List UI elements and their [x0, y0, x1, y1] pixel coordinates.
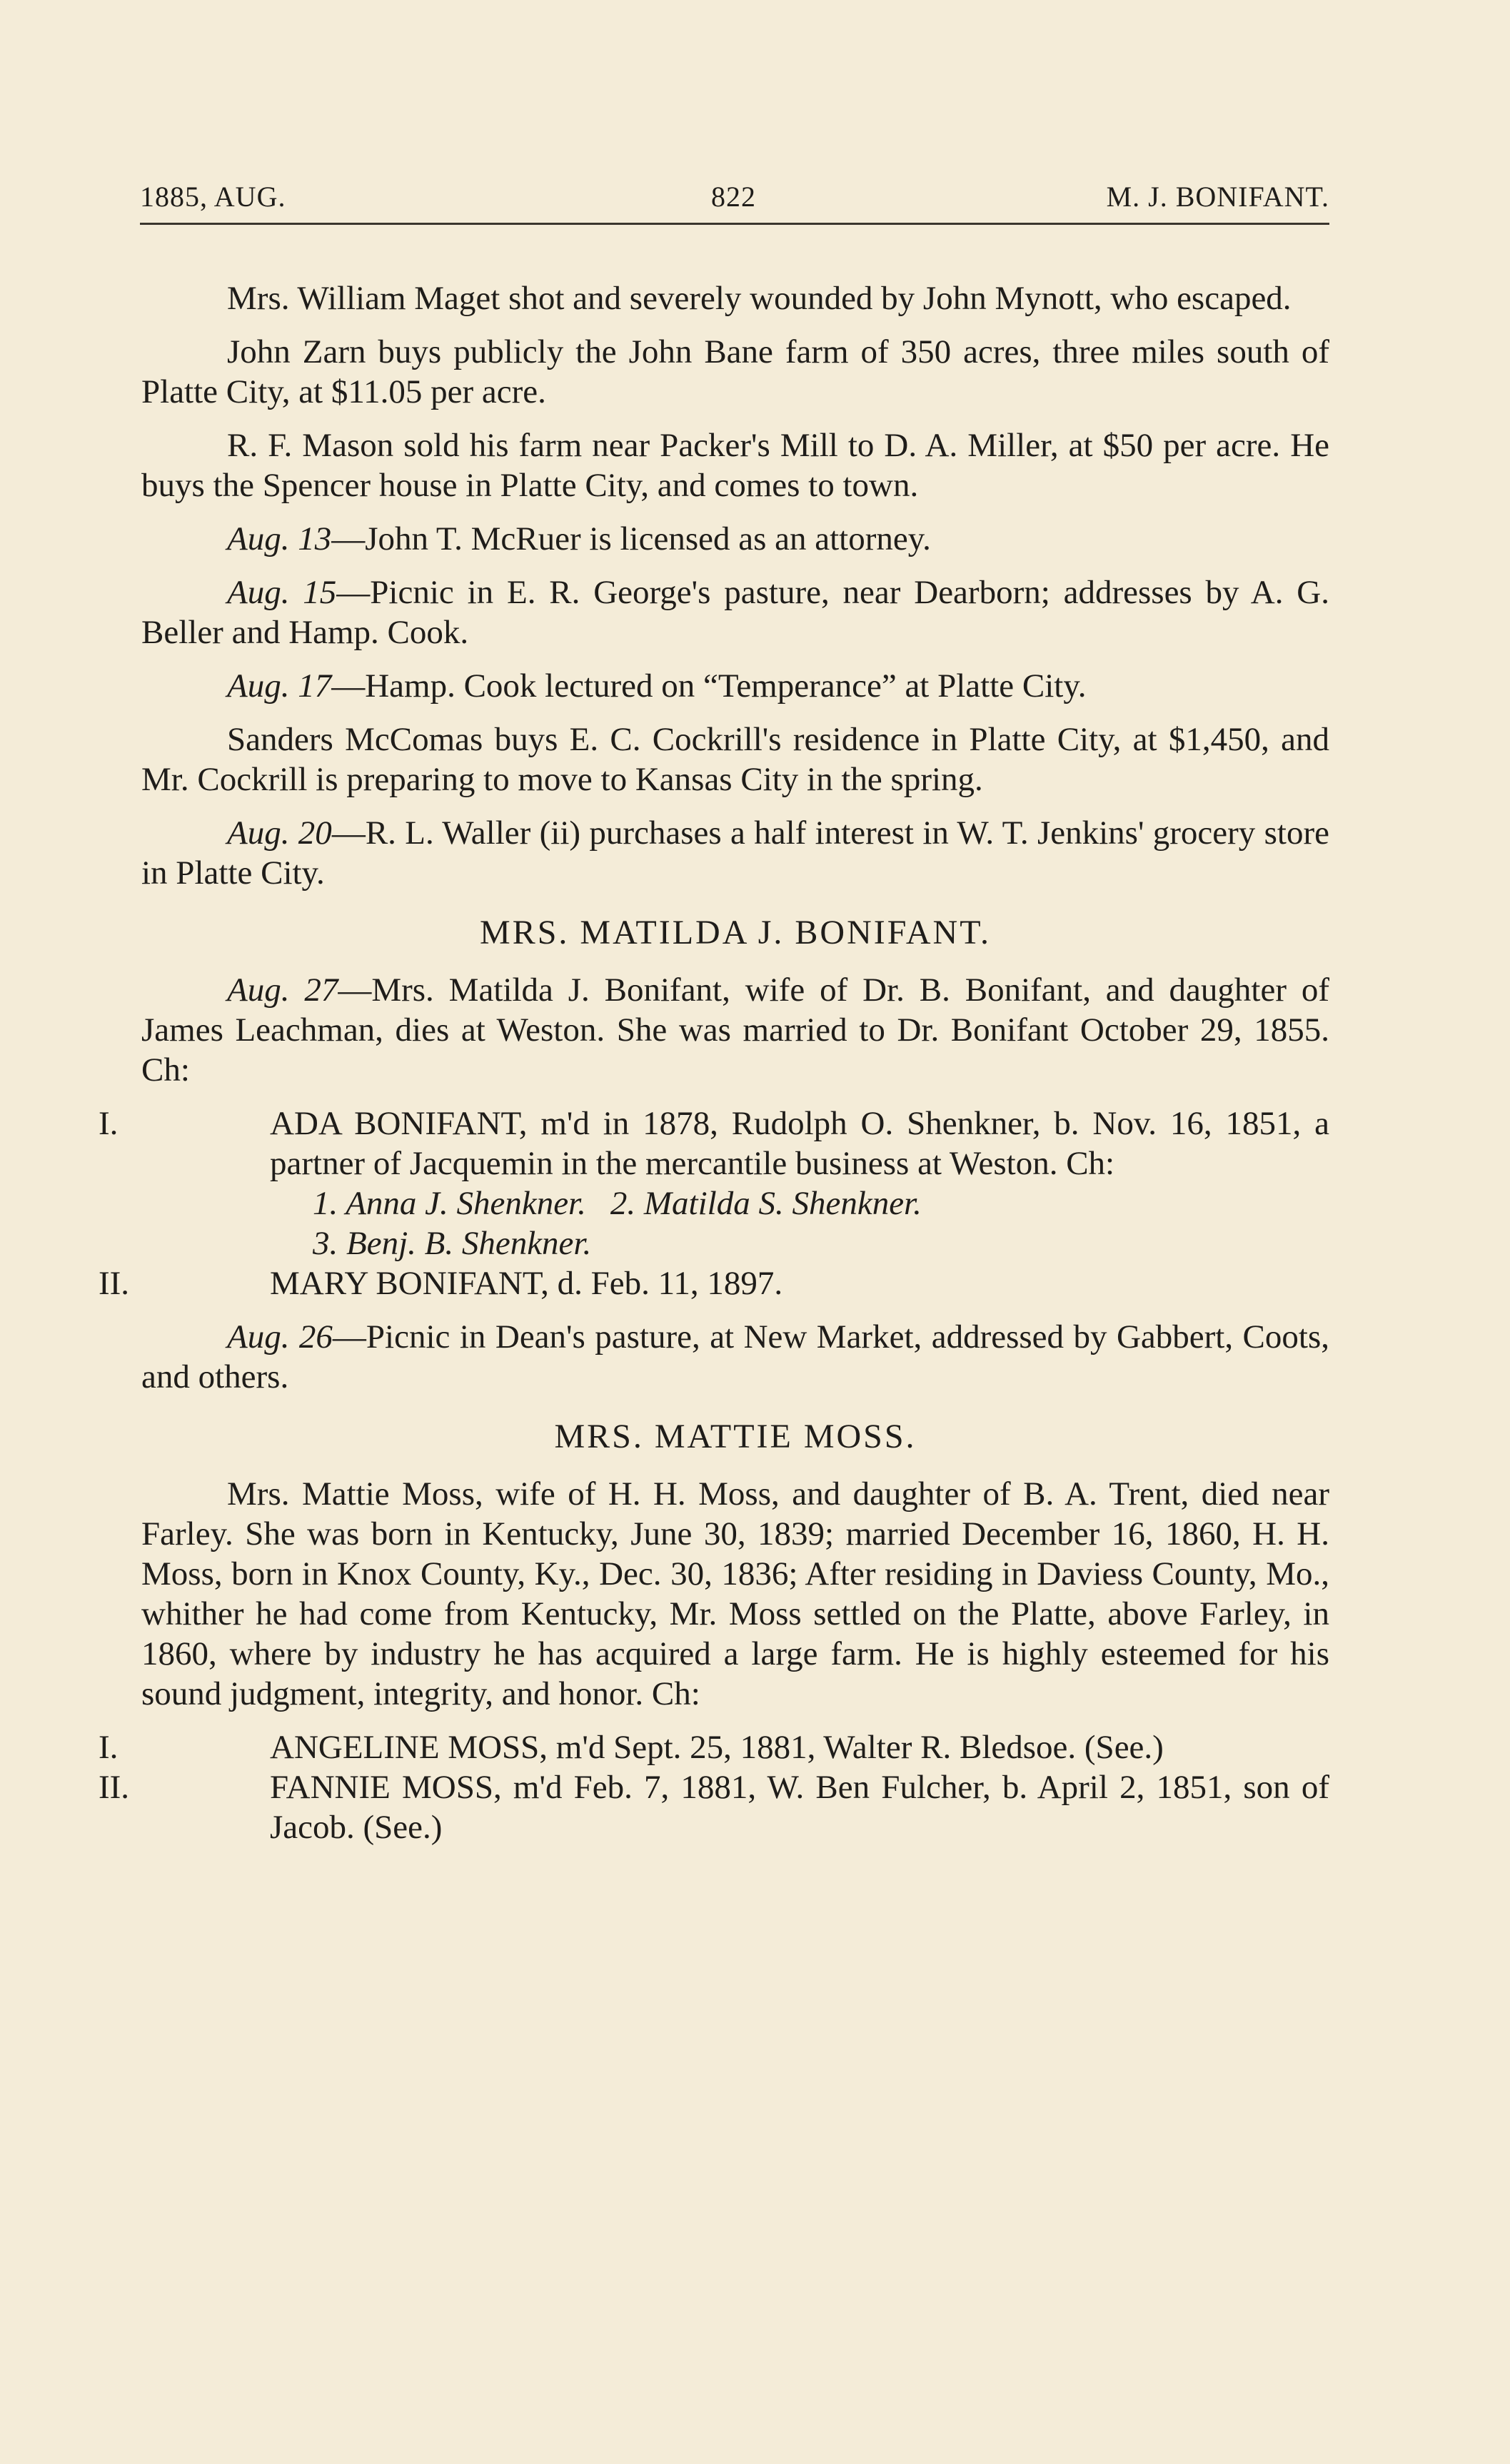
entry-aug-17 — [141, 666, 1329, 706]
entry-aug-20 — [141, 813, 1329, 893]
paragraph-moss: Mrs. Mattie Moss, wife of H. H. Moss, and daughter of B. A. Trent, died near Farley. She was born in Kentucky, June 30, 1839; married December 16, 1860, H. H. Moss, born in Knox County, Ky., Dec. 30, 1836; After residing in Daviess County, Mo., whither he had come from Kentucky, Mr. Moss settled on the Platte, above Farley, in 1860, where by industry he has acquired a large farm. He is highly esteemed for his sound judgment, integrity, and honor. Ch: — [141, 1475, 1329, 1712]
section-heading-bonifant: MRS. MATILDA J. BONIFANT. — [480, 914, 991, 951]
child-text: MARY BONIFANT, d. Feb. 11, 1897. — [270, 1265, 783, 1302]
entry-date: Aug. 26 — [227, 1318, 333, 1355]
entry-text: —John T. McRuer is licensed as an attorney. — [331, 520, 931, 557]
entry-date: Aug. 17 — [227, 667, 332, 705]
entry-date: Aug. 20 — [227, 814, 332, 852]
child-entry — [99, 1767, 1329, 1847]
child-text: FANNIE MOSS, m'd Feb. 7, 1881, W. Ben Fulcher, b. April 2, 1851, son of Jacob. (See.) — [270, 1769, 1329, 1846]
paragraph-mccomas: Sanders McComas buys E. C. Cockrill's residence in Platte City, at $1,450, and Mr. Cockrill is preparing to move to Kansas City in the spring. — [141, 721, 1329, 798]
grandchild-item: 1. Anna J. Shenkner. — [313, 1185, 586, 1222]
entry-aug-15 — [141, 572, 1329, 652]
child-numeral: I. — [99, 1729, 119, 1766]
entry-date: Aug. 15 — [227, 574, 337, 611]
entry-text: —Picnic in Dean's pasture, at New Market, addressed by Gabbert, Coots, and others. — [141, 1318, 1329, 1395]
entry-text: —Mrs. Matilda J. Bonifant, wife of Dr. B. Bonifant, and daughter of James Leachman, dies at Weston. She was married to Dr. Bonifant October 29, 1855. Ch: — [141, 971, 1329, 1089]
section-heading-moss: MRS. MATTIE MOSS. — [554, 1418, 917, 1455]
child-entry — [99, 1727, 1329, 1767]
entry-aug-26 — [141, 1317, 1329, 1397]
grandchildren-row — [313, 1223, 1329, 1263]
entry-date: Aug. 27 — [227, 971, 338, 1009]
page-body — [99, 278, 1330, 1847]
paragraph-maget: Mrs. William Maget shot and severely wounded by John Mynott, who escaped. — [227, 280, 1292, 317]
entry-text: —R. L. Waller (ii) purchases a half interest in W. T. Jenkins' grocery store in Platte City. — [141, 814, 1330, 892]
paragraph-mason: R. F. Mason sold his farm near Packer's Mill to D. A. Miller, at $50 per acre. He buys the Spencer house in Platte City, and comes to town. — [141, 427, 1329, 504]
child-entry — [99, 1263, 1329, 1303]
child-numeral: I. — [99, 1105, 119, 1142]
child-numeral: II. — [99, 1265, 130, 1302]
entry-text: —Picnic in E. R. George's pasture, near Dearborn; addresses by A. G. Beller and Hamp. Cook. — [141, 574, 1329, 651]
grandchild-item: 3. Benj. B. Shenkner. — [313, 1225, 592, 1262]
paragraph-zarn: John Zarn buys publicly the John Bane farm of 350 acres, three miles south of Platte City, at $11.05 per acre. — [141, 333, 1329, 410]
grandchild-item: 2. Matilda S. Shenkner. — [610, 1185, 922, 1222]
entry-date: Aug. 13 — [227, 520, 332, 557]
child-text: ADA BONIFANT, m'd in 1878, Rudolph O. Shenkner, b. Nov. 16, 1851, a partner of Jacquemin in the mercantile business at Weston. Ch: — [270, 1105, 1329, 1182]
header-date: 1885, AUG. — [140, 181, 286, 213]
entry-aug-27 — [141, 970, 1329, 1090]
grandchildren-row — [313, 1183, 1329, 1223]
child-numeral: II. — [99, 1769, 130, 1806]
header-subject: M. J. BONIFANT. — [1106, 181, 1329, 213]
page-number: 822 — [711, 181, 756, 213]
grandchildren-list — [313, 1183, 1329, 1263]
entry-aug-13 — [141, 519, 1329, 559]
entry-text: —Hamp. Cook lectured on “Temperance” at Platte City. — [331, 667, 1087, 705]
header-rule — [140, 223, 1329, 225]
child-entry — [99, 1104, 1329, 1183]
child-text: ANGELINE MOSS, m'd Sept. 25, 1881, Walter R. Bledsoe. (See.) — [270, 1729, 1164, 1766]
